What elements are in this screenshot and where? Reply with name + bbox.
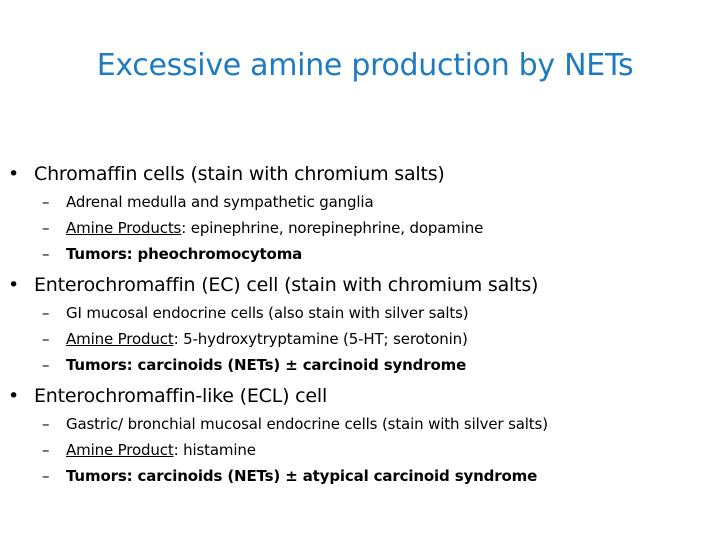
tumors-text: Tumors: carcinoids (NETs) ± carcinoid syndrome [66, 356, 467, 374]
dash-icon: – [42, 356, 50, 374]
amine-products-value: : epinephrine, norepinephrine, dopamine [181, 219, 484, 237]
sub-item-text [66, 219, 483, 237]
sub-item-text [66, 330, 468, 348]
dash-icon: – [42, 415, 50, 433]
amine-products-label: Amine Products [66, 219, 182, 237]
dash-icon: – [42, 304, 50, 322]
section-heading: Enterochromaffin-like (ECL) cell [34, 385, 328, 407]
tumors-text: Tumors: pheochromocytoma [66, 245, 303, 263]
amine-product-value: : 5-hydroxytryptamine (5-HT; serotonin) [173, 330, 468, 348]
sub-item-text: Adrenal medulla and sympathetic ganglia [66, 193, 374, 211]
sub-item-text [66, 441, 256, 459]
amine-product-label: Amine Product [66, 330, 174, 348]
dash-icon: – [42, 245, 50, 263]
slide-title: Excessive amine production by NETs [96, 48, 634, 83]
dash-icon: – [42, 467, 50, 485]
amine-product-value: : histamine [173, 441, 256, 459]
dash-icon: – [42, 219, 50, 237]
tumors-text: Tumors: carcinoids (NETs) ± atypical carcinoid syndrome [66, 467, 538, 485]
amine-product-label: Amine Product [66, 441, 174, 459]
dash-icon: – [42, 193, 50, 211]
sub-item-text: Gastric/ bronchial mucosal endocrine cells (stain with silver salts) [66, 415, 548, 433]
dash-icon: – [42, 330, 50, 348]
dash-icon: – [42, 441, 50, 459]
bullet-icon: • [8, 385, 20, 407]
section-heading: Chromaffin cells (stain with chromium salts) [34, 163, 445, 185]
section-heading: Enterochromaffin (EC) cell (stain with chromium salts) [34, 274, 539, 296]
sub-item-text: GI mucosal endocrine cells (also stain with silver salts) [66, 304, 469, 322]
bullet-icon: • [8, 163, 20, 185]
bullet-icon: • [8, 274, 20, 296]
